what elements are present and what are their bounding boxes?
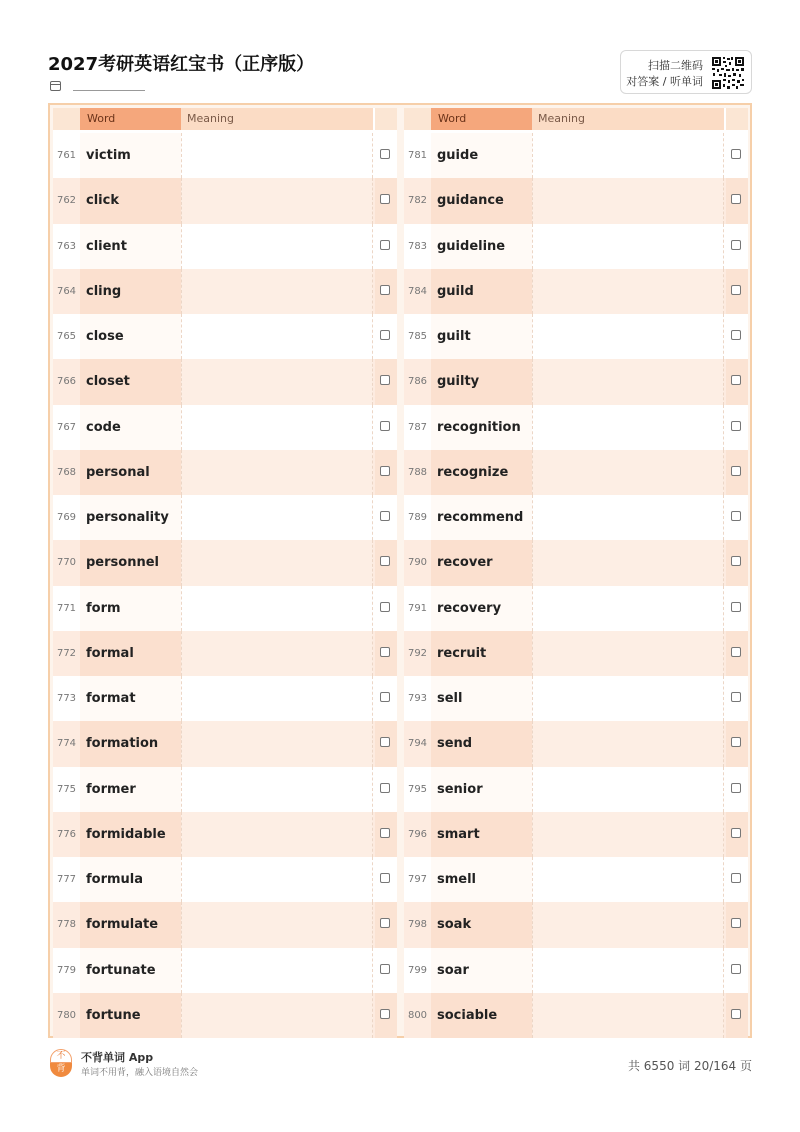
table-row — [53, 540, 397, 585]
word-text: recommend — [431, 495, 532, 540]
header-number-cell — [53, 108, 80, 130]
meaning-blank[interactable] — [532, 314, 724, 359]
meaning-blank[interactable] — [181, 902, 373, 947]
meaning-blank[interactable] — [532, 133, 724, 178]
check-cell — [375, 676, 397, 721]
meaning-blank[interactable] — [532, 721, 724, 766]
word-text: personnel — [80, 540, 181, 585]
word-text: fortunate — [80, 948, 181, 993]
checkbox[interactable] — [380, 330, 390, 340]
word-number: 789 — [407, 512, 428, 524]
check-cell — [375, 586, 397, 631]
check-cell — [375, 359, 397, 404]
check-cell — [726, 495, 748, 540]
meaning-blank[interactable] — [532, 405, 724, 450]
qr-caption-line2: 对答案 / 听单词 — [626, 75, 703, 88]
qr-code-icon[interactable] — [711, 56, 745, 90]
check-cell — [726, 178, 748, 223]
word-text: sociable — [431, 993, 532, 1038]
meaning-blank[interactable] — [532, 902, 724, 947]
table-row — [404, 721, 748, 766]
meaning-blank[interactable] — [532, 450, 724, 495]
meaning-blank[interactable] — [181, 269, 373, 314]
check-cell — [726, 269, 748, 314]
meaning-blank[interactable] — [532, 540, 724, 585]
word-text: cling — [80, 269, 181, 314]
word-text: recognition — [431, 405, 532, 450]
word-number: 798 — [407, 919, 428, 931]
check-cell — [726, 540, 748, 585]
app-name: 不背单词 App — [81, 1051, 154, 1064]
table-row — [53, 495, 397, 540]
word-text: guild — [431, 269, 532, 314]
table-row — [404, 178, 748, 223]
meaning-blank[interactable] — [532, 224, 724, 269]
logo-bottom-char: 背 — [50, 1063, 72, 1077]
table-header — [404, 108, 748, 130]
table-row — [53, 586, 397, 631]
checkbox[interactable] — [731, 511, 741, 521]
app-logo — [50, 1049, 72, 1077]
word-number: 781 — [407, 150, 428, 162]
table-row — [404, 812, 748, 857]
table-row — [404, 224, 748, 269]
checkbox[interactable] — [380, 194, 390, 204]
word-number: 787 — [407, 421, 428, 433]
word-text: click — [80, 178, 181, 223]
meaning-blank[interactable] — [532, 631, 724, 676]
table-row — [53, 993, 397, 1038]
checkbox[interactable] — [731, 873, 741, 883]
table-row — [53, 721, 397, 766]
check-cell — [726, 993, 748, 1038]
header-check-cell — [375, 108, 397, 130]
word-number: 776 — [56, 828, 77, 840]
checkbox[interactable] — [731, 602, 741, 612]
logo-top-char: 不 — [50, 1049, 72, 1063]
table-row — [53, 450, 397, 495]
check-cell — [726, 767, 748, 812]
meaning-blank[interactable] — [181, 314, 373, 359]
word-text: send — [431, 721, 532, 766]
check-cell — [726, 450, 748, 495]
checkbox[interactable] — [731, 783, 741, 793]
qr-caption — [626, 58, 703, 90]
checkbox[interactable] — [731, 240, 741, 250]
word-text: guide — [431, 133, 532, 178]
word-number: 778 — [56, 919, 77, 931]
meaning-blank[interactable] — [181, 586, 373, 631]
word-text: close — [80, 314, 181, 359]
checkbox[interactable] — [380, 918, 390, 928]
meaning-blank[interactable] — [532, 495, 724, 540]
meaning-blank[interactable] — [532, 948, 724, 993]
word-number: 783 — [407, 240, 428, 252]
word-number: 788 — [407, 466, 428, 478]
check-cell — [726, 676, 748, 721]
table-row — [404, 993, 748, 1038]
checkbox[interactable] — [380, 873, 390, 883]
meaning-blank[interactable] — [532, 857, 724, 902]
word-text: recruit — [431, 631, 532, 676]
word-text: recovery — [431, 586, 532, 631]
table-row — [404, 767, 748, 812]
check-cell — [375, 269, 397, 314]
checkbox[interactable] — [731, 330, 741, 340]
checkbox[interactable] — [731, 556, 741, 566]
word-text: client — [80, 224, 181, 269]
table-row — [53, 224, 397, 269]
word-number: 777 — [56, 874, 77, 886]
left-column — [53, 108, 397, 1035]
checkbox[interactable] — [731, 918, 741, 928]
check-cell — [726, 586, 748, 631]
page-info: 共 6550 词 20/164 页 — [627, 1059, 752, 1073]
check-cell — [375, 993, 397, 1038]
table-row — [53, 314, 397, 359]
table-row — [53, 178, 397, 223]
word-text: senior — [431, 767, 532, 812]
word-number: 779 — [56, 964, 77, 976]
check-cell — [375, 450, 397, 495]
table-row — [404, 269, 748, 314]
table-row — [53, 902, 397, 947]
checkbox[interactable] — [731, 647, 741, 657]
word-text: guideline — [431, 224, 532, 269]
checkbox[interactable] — [731, 828, 741, 838]
table-row — [53, 676, 397, 721]
word-number: 784 — [407, 285, 428, 297]
table-row — [404, 676, 748, 721]
check-cell — [375, 178, 397, 223]
meaning-blank[interactable] — [181, 812, 373, 857]
table-row — [53, 857, 397, 902]
meaning-blank[interactable] — [181, 721, 373, 766]
word-number: 793 — [407, 693, 428, 705]
table-row — [404, 133, 748, 178]
checkbox[interactable] — [380, 556, 390, 566]
table-header — [53, 108, 397, 130]
check-cell — [375, 540, 397, 585]
word-number: 773 — [56, 693, 77, 705]
word-text: personality — [80, 495, 181, 540]
meaning-blank[interactable] — [532, 812, 724, 857]
check-cell — [375, 405, 397, 450]
table-row — [53, 812, 397, 857]
word-text: closet — [80, 359, 181, 404]
checkbox[interactable] — [380, 647, 390, 657]
table-row — [404, 857, 748, 902]
checkbox[interactable] — [380, 692, 390, 702]
meaning-blank[interactable] — [181, 495, 373, 540]
word-text: recover — [431, 540, 532, 585]
meaning-blank[interactable] — [532, 178, 724, 223]
word-number: 780 — [56, 1009, 77, 1021]
check-cell — [726, 314, 748, 359]
word-number: 795 — [407, 783, 428, 795]
header-word: Word — [431, 108, 532, 130]
table-row — [404, 450, 748, 495]
meaning-blank[interactable] — [532, 586, 724, 631]
meaning-blank[interactable] — [181, 178, 373, 223]
table-row — [53, 405, 397, 450]
header-number-cell — [404, 108, 431, 130]
header-word: Word — [80, 108, 181, 130]
checkbox[interactable] — [731, 421, 741, 431]
calendar-icon — [50, 81, 61, 91]
word-number: 770 — [56, 557, 77, 569]
check-cell — [375, 133, 397, 178]
checkbox[interactable] — [380, 421, 390, 431]
meaning-blank[interactable] — [181, 993, 373, 1038]
checkbox[interactable] — [731, 375, 741, 385]
word-text: formulate — [80, 902, 181, 947]
word-text: soak — [431, 902, 532, 947]
table-row — [53, 948, 397, 993]
check-cell — [726, 721, 748, 766]
table-row — [53, 631, 397, 676]
word-text: formal — [80, 631, 181, 676]
table-row — [53, 359, 397, 404]
table-row — [404, 631, 748, 676]
word-number: 772 — [56, 647, 77, 659]
word-number: 763 — [56, 240, 77, 252]
table-row — [404, 495, 748, 540]
checkbox[interactable] — [380, 602, 390, 612]
table-row — [404, 586, 748, 631]
checkbox[interactable] — [380, 964, 390, 974]
word-number: 765 — [56, 331, 77, 343]
check-cell — [375, 902, 397, 947]
checkbox[interactable] — [380, 375, 390, 385]
checkbox[interactable] — [731, 964, 741, 974]
checkbox[interactable] — [380, 511, 390, 521]
word-number: 794 — [407, 738, 428, 750]
check-cell — [375, 721, 397, 766]
word-text: fortune — [80, 993, 181, 1038]
table-row — [53, 133, 397, 178]
meaning-blank[interactable] — [181, 857, 373, 902]
word-number: 796 — [407, 828, 428, 840]
meaning-blank[interactable] — [181, 948, 373, 993]
word-number: 799 — [407, 964, 428, 976]
check-cell — [375, 631, 397, 676]
word-number: 800 — [407, 1009, 428, 1021]
word-text: guilty — [431, 359, 532, 404]
check-cell — [375, 224, 397, 269]
check-cell — [375, 314, 397, 359]
meaning-blank[interactable] — [532, 269, 724, 314]
word-number: 761 — [56, 150, 77, 162]
word-number: 786 — [407, 376, 428, 388]
meaning-blank[interactable] — [181, 540, 373, 585]
table-row — [404, 359, 748, 404]
word-number: 771 — [56, 602, 77, 614]
qr-caption-line1: 扫描二维码 — [648, 59, 703, 72]
check-cell — [726, 857, 748, 902]
word-text: form — [80, 586, 181, 631]
meaning-blank[interactable] — [532, 676, 724, 721]
page-title: 2027考研英语红宝书（正序版） — [48, 54, 315, 75]
qr-panel[interactable] — [620, 50, 752, 94]
check-cell — [726, 224, 748, 269]
checkbox[interactable] — [731, 466, 741, 476]
word-number: 782 — [407, 195, 428, 207]
meaning-blank[interactable] — [532, 767, 724, 812]
checkbox[interactable] — [731, 692, 741, 702]
checkbox[interactable] — [380, 285, 390, 295]
word-number: 764 — [56, 285, 77, 297]
word-number: 797 — [407, 874, 428, 886]
check-cell — [375, 948, 397, 993]
header-meaning: Meaning — [532, 108, 724, 130]
word-text: smart — [431, 812, 532, 857]
word-number: 769 — [56, 512, 77, 524]
table-row — [53, 767, 397, 812]
word-text: former — [80, 767, 181, 812]
table-row — [404, 314, 748, 359]
word-number: 790 — [407, 557, 428, 569]
check-cell — [375, 812, 397, 857]
checkbox[interactable] — [731, 737, 741, 747]
date-blank-line — [73, 80, 145, 91]
word-text: guilt — [431, 314, 532, 359]
word-text: formidable — [80, 812, 181, 857]
word-number: 766 — [56, 376, 77, 388]
check-cell — [726, 631, 748, 676]
meaning-blank[interactable] — [181, 676, 373, 721]
word-number: 775 — [56, 783, 77, 795]
meaning-blank[interactable] — [532, 993, 724, 1038]
word-text: sell — [431, 676, 532, 721]
check-cell — [375, 495, 397, 540]
checkbox[interactable] — [731, 149, 741, 159]
table-row — [404, 405, 748, 450]
meaning-blank[interactable] — [181, 767, 373, 812]
table-row — [404, 948, 748, 993]
word-number: 762 — [56, 195, 77, 207]
word-text: guidance — [431, 178, 532, 223]
check-cell — [726, 133, 748, 178]
meaning-blank[interactable] — [181, 405, 373, 450]
checkbox[interactable] — [380, 149, 390, 159]
table-row — [404, 540, 748, 585]
header-check-cell — [726, 108, 748, 130]
meaning-blank[interactable] — [181, 631, 373, 676]
vocabulary-sheet — [48, 103, 752, 1038]
word-text: code — [80, 405, 181, 450]
checkbox[interactable] — [380, 240, 390, 250]
checkbox[interactable] — [380, 783, 390, 793]
word-text: personal — [80, 450, 181, 495]
meaning-blank[interactable] — [181, 224, 373, 269]
word-text: smell — [431, 857, 532, 902]
date-field — [50, 80, 145, 91]
checkbox[interactable] — [380, 1009, 390, 1019]
word-number: 792 — [407, 647, 428, 659]
word-text: recognize — [431, 450, 532, 495]
check-cell — [726, 902, 748, 947]
word-text: format — [80, 676, 181, 721]
word-number: 767 — [56, 421, 77, 433]
word-text: victim — [80, 133, 181, 178]
word-number: 774 — [56, 738, 77, 750]
word-text: formation — [80, 721, 181, 766]
checkbox[interactable] — [380, 466, 390, 476]
word-number: 768 — [56, 466, 77, 478]
header-meaning: Meaning — [181, 108, 373, 130]
checkbox[interactable] — [731, 194, 741, 204]
table-row — [53, 269, 397, 314]
meaning-blank[interactable] — [181, 133, 373, 178]
checkbox[interactable] — [731, 1009, 741, 1019]
meaning-blank[interactable] — [181, 359, 373, 404]
table-row — [404, 902, 748, 947]
app-slogan: 单词不用背，融入语境自然会 — [81, 1068, 199, 1078]
checkbox[interactable] — [731, 285, 741, 295]
right-column — [404, 108, 748, 1035]
checkbox[interactable] — [380, 737, 390, 747]
check-cell — [375, 767, 397, 812]
check-cell — [726, 359, 748, 404]
word-text: soar — [431, 948, 532, 993]
meaning-blank[interactable] — [532, 359, 724, 404]
check-cell — [375, 857, 397, 902]
check-cell — [726, 812, 748, 857]
word-number: 785 — [407, 331, 428, 343]
word-number: 791 — [407, 602, 428, 614]
word-text: formula — [80, 857, 181, 902]
checkbox[interactable] — [380, 828, 390, 838]
check-cell — [726, 405, 748, 450]
check-cell — [726, 948, 748, 993]
meaning-blank[interactable] — [181, 450, 373, 495]
